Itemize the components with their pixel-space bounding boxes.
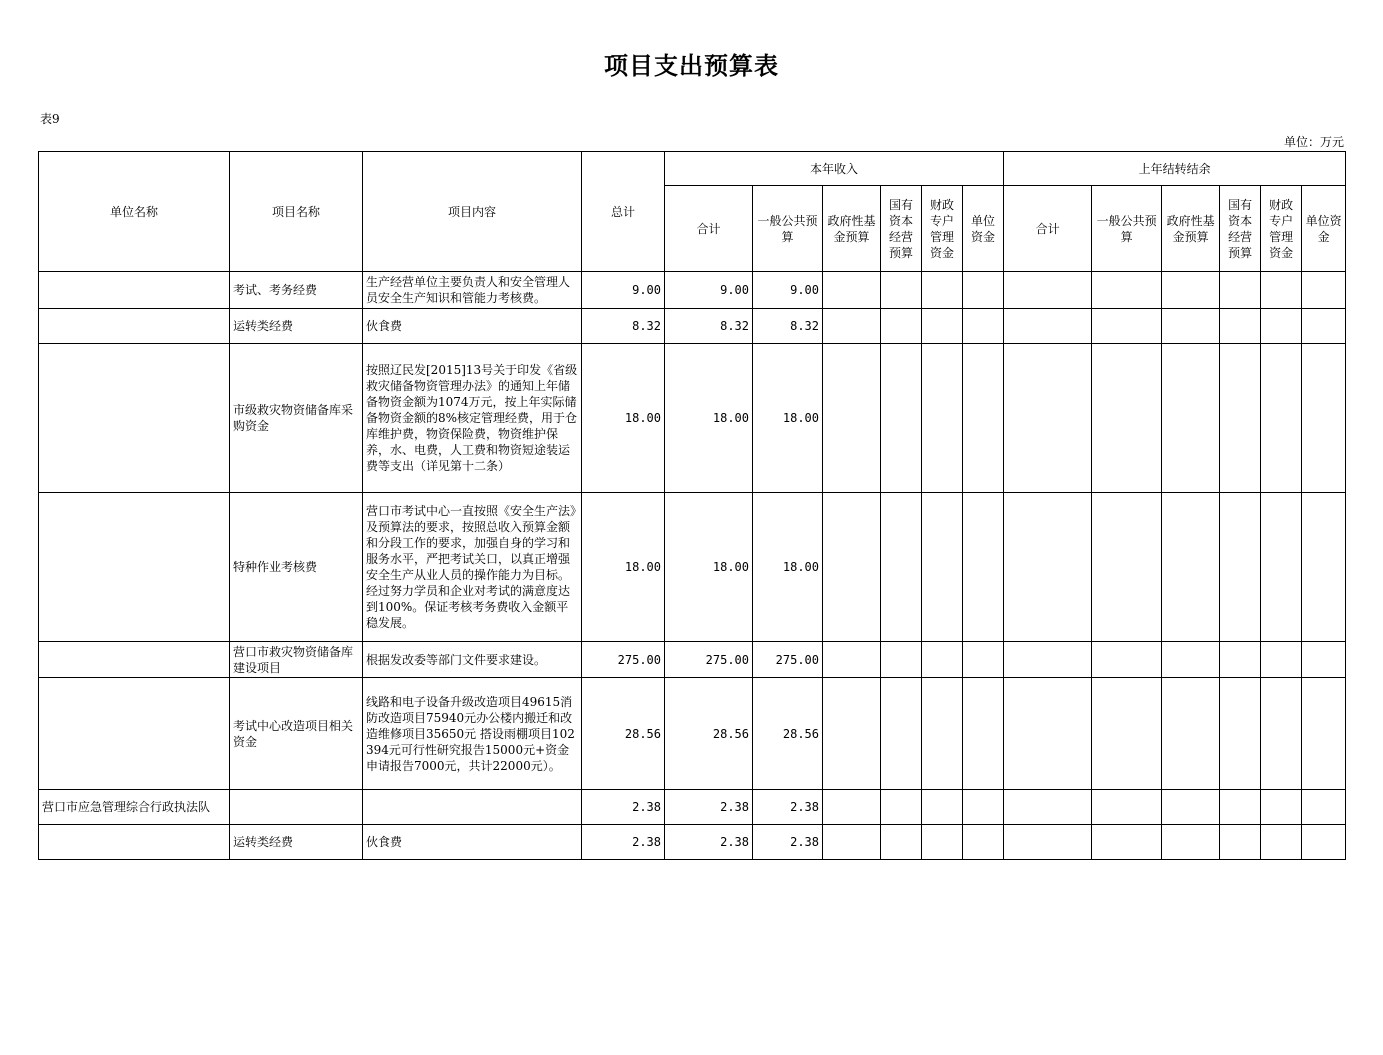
cell-total: 9.00 (582, 272, 665, 309)
cell-empty (1004, 790, 1092, 825)
unit-label: 单位：万元 (1283, 135, 1344, 149)
cell-empty (1162, 344, 1220, 493)
header-cy-gov-fund: 政府性基金预算 (823, 186, 881, 272)
cell-cy-general: 2.38 (753, 825, 823, 860)
cell-empty (922, 493, 963, 642)
cell-empty (1220, 642, 1261, 678)
cell-empty (1162, 309, 1220, 344)
cell-empty (1004, 344, 1092, 493)
cell-content: 按照辽民发[2015]13号关于印发《省级救灾储备物资管理办法》的通知上年储备物资金额为1074万元，按上年实际储备物资金额的8%核定管理经费，用于仓库维护费，物资保险费，物资维护保养，水、电费，人工费和物资短途装运费等支出（详见第十二条） (363, 344, 582, 493)
cell-cy-general: 8.32 (753, 309, 823, 344)
cell-empty (1261, 790, 1302, 825)
cell-total: 8.32 (582, 309, 665, 344)
header-total: 总计 (582, 152, 665, 272)
cell-empty (1302, 678, 1346, 790)
cell-project: 运转类经费 (230, 309, 363, 344)
cell-empty (1302, 493, 1346, 642)
cell-empty (1092, 493, 1162, 642)
cell-unit (39, 642, 230, 678)
cell-empty (1261, 642, 1302, 678)
cell-empty (1220, 678, 1261, 790)
cell-empty (1220, 493, 1261, 642)
cell-empty (881, 272, 922, 309)
table-body (39, 272, 1346, 860)
cell-total: 18.00 (582, 344, 665, 493)
header-py-fiscal-special: 财政专户管理资金 (1261, 186, 1302, 272)
cell-empty (881, 642, 922, 678)
cell-empty (963, 642, 1004, 678)
cell-empty (963, 272, 1004, 309)
page-title: 项目支出预算表 (604, 52, 779, 80)
cell-empty (1162, 790, 1220, 825)
cell-empty (1220, 344, 1261, 493)
table-header (39, 152, 1346, 272)
table-row (39, 309, 1346, 344)
cell-empty (1162, 642, 1220, 678)
cell-empty (1092, 825, 1162, 860)
cell-empty (963, 790, 1004, 825)
header-cy-subtotal: 合计 (665, 186, 753, 272)
cell-cy-subtotal: 2.38 (665, 790, 753, 825)
cell-project: 营口市救灾物资储备库建设项目 (230, 642, 363, 678)
cell-empty (963, 309, 1004, 344)
cell-empty (1004, 678, 1092, 790)
header-cy-state-capital: 国有资本经营预算 (881, 186, 922, 272)
cell-content: 营口市考试中心一直按照《安全生产法》及预算法的要求，按照总收入预算金额和分段工作的要求，加强自身的学习和服务水平，严把考试关口，以真正增强安全生产从业人员的操作能力为目标。经过努力学员和企业对考试的满意度达到100%。保证考核考务费收入金额平稳发展。 (363, 493, 582, 642)
cell-empty (1261, 309, 1302, 344)
cell-empty (922, 790, 963, 825)
cell-empty (1302, 272, 1346, 309)
cell-empty (1302, 309, 1346, 344)
table-row (39, 825, 1346, 860)
cell-empty (1261, 344, 1302, 493)
cell-cy-subtotal: 28.56 (665, 678, 753, 790)
cell-cy-subtotal: 2.38 (665, 825, 753, 860)
header-project-name: 项目名称 (230, 152, 363, 272)
cell-total: 2.38 (582, 825, 665, 860)
cell-empty (1302, 642, 1346, 678)
cell-empty (823, 642, 881, 678)
cell-empty (922, 642, 963, 678)
cell-cy-subtotal: 18.00 (665, 344, 753, 493)
header-project-content: 项目内容 (363, 152, 582, 272)
cell-project: 特种作业考核费 (230, 493, 363, 642)
header-unit-name: 单位名称 (39, 152, 230, 272)
cell-empty (823, 825, 881, 860)
cell-total: 2.38 (582, 790, 665, 825)
cell-empty (881, 309, 922, 344)
table-row (39, 493, 1346, 642)
cell-empty (823, 344, 881, 493)
cell-unit (39, 309, 230, 344)
cell-total: 28.56 (582, 678, 665, 790)
cell-cy-general: 28.56 (753, 678, 823, 790)
cell-empty (1302, 825, 1346, 860)
cell-content: 生产经营单位主要负责人和安全管理人员安全生产知识和管能力考核费。 (363, 272, 582, 309)
cell-empty (823, 272, 881, 309)
header-cy-general-budget: 一般公共预算 (753, 186, 823, 272)
cell-empty (1004, 642, 1092, 678)
header-current-year-income: 本年收入 (665, 152, 1004, 186)
budget-table (38, 151, 1346, 860)
cell-empty (1004, 825, 1092, 860)
table-row (39, 678, 1346, 790)
cell-empty (1261, 493, 1302, 642)
cell-unit (39, 825, 230, 860)
cell-empty (881, 825, 922, 860)
cell-empty (881, 678, 922, 790)
table-row (39, 790, 1346, 825)
cell-project: 考试中心改造项目相关资金 (230, 678, 363, 790)
cell-unit: 营口市应急管理综合行政执法队 (39, 790, 230, 825)
cell-empty (823, 493, 881, 642)
cell-empty (922, 344, 963, 493)
header-py-gov-fund: 政府性基金预算 (1162, 186, 1220, 272)
cell-empty (1162, 678, 1220, 790)
cell-cy-general: 18.00 (753, 493, 823, 642)
cell-project: 考试、考务经费 (230, 272, 363, 309)
header-py-subtotal: 合计 (1004, 186, 1092, 272)
cell-empty (1092, 344, 1162, 493)
cell-empty (1004, 272, 1092, 309)
cell-content: 伙食费 (363, 825, 582, 860)
header-py-unit-fund: 单位资金 (1302, 186, 1346, 272)
cell-content: 根据发改委等部门文件要求建设。 (363, 642, 582, 678)
cell-empty (963, 344, 1004, 493)
cell-cy-general: 2.38 (753, 790, 823, 825)
cell-empty (1261, 825, 1302, 860)
cell-cy-subtotal: 18.00 (665, 493, 753, 642)
cell-empty (1162, 493, 1220, 642)
header-py-state-capital: 国有资本经营预算 (1220, 186, 1261, 272)
table-row (39, 642, 1346, 678)
cell-total: 275.00 (582, 642, 665, 678)
cell-empty (823, 678, 881, 790)
cell-empty (1004, 309, 1092, 344)
cell-empty (1162, 825, 1220, 860)
cell-empty (1092, 272, 1162, 309)
cell-empty (1092, 678, 1162, 790)
cell-cy-general: 18.00 (753, 344, 823, 493)
cell-empty (823, 790, 881, 825)
cell-empty (963, 678, 1004, 790)
cell-empty (1220, 790, 1261, 825)
cell-empty (1261, 272, 1302, 309)
cell-empty (1162, 272, 1220, 309)
header-cy-fiscal-special: 财政专户管理资金 (922, 186, 963, 272)
cell-content: 伙食费 (363, 309, 582, 344)
cell-empty (922, 309, 963, 344)
header-cy-unit-fund: 单位资金 (963, 186, 1004, 272)
cell-empty (1220, 309, 1261, 344)
table-number: 表9 (40, 112, 60, 126)
cell-unit (39, 493, 230, 642)
cell-cy-subtotal: 275.00 (665, 642, 753, 678)
cell-cy-subtotal: 8.32 (665, 309, 753, 344)
cell-content (363, 790, 582, 825)
cell-empty (1261, 678, 1302, 790)
cell-empty (963, 825, 1004, 860)
cell-cy-general: 275.00 (753, 642, 823, 678)
cell-empty (922, 825, 963, 860)
cell-empty (1302, 344, 1346, 493)
cell-empty (1302, 790, 1346, 825)
header-py-general-budget: 一般公共预算 (1092, 186, 1162, 272)
cell-empty (1092, 642, 1162, 678)
cell-project: 市级救灾物资储备库采购资金 (230, 344, 363, 493)
cell-empty (1092, 309, 1162, 344)
cell-cy-general: 9.00 (753, 272, 823, 309)
table-row (39, 272, 1346, 309)
cell-project (230, 790, 363, 825)
cell-empty (881, 790, 922, 825)
cell-total: 18.00 (582, 493, 665, 642)
cell-cy-subtotal: 9.00 (665, 272, 753, 309)
cell-empty (963, 493, 1004, 642)
cell-empty (881, 493, 922, 642)
cell-project: 运转类经费 (230, 825, 363, 860)
cell-empty (823, 309, 881, 344)
cell-empty (1004, 493, 1092, 642)
cell-unit (39, 678, 230, 790)
cell-content: 线路和电子设备升级改造项目49615消防改造项目75940元办公楼内搬迁和改造维修项目35650元 搭设雨棚项目102394元可行性研究报告15000元+资金申请报告7000元，共计22000元）。 (363, 678, 582, 790)
cell-unit (39, 344, 230, 493)
table-row (39, 344, 1346, 493)
cell-empty (1092, 790, 1162, 825)
cell-empty (1220, 825, 1261, 860)
cell-empty (922, 678, 963, 790)
header-prior-year-carryover: 上年结转结余 (1004, 152, 1346, 186)
cell-empty (881, 344, 922, 493)
cell-empty (922, 272, 963, 309)
cell-empty (1220, 272, 1261, 309)
cell-unit (39, 272, 230, 309)
